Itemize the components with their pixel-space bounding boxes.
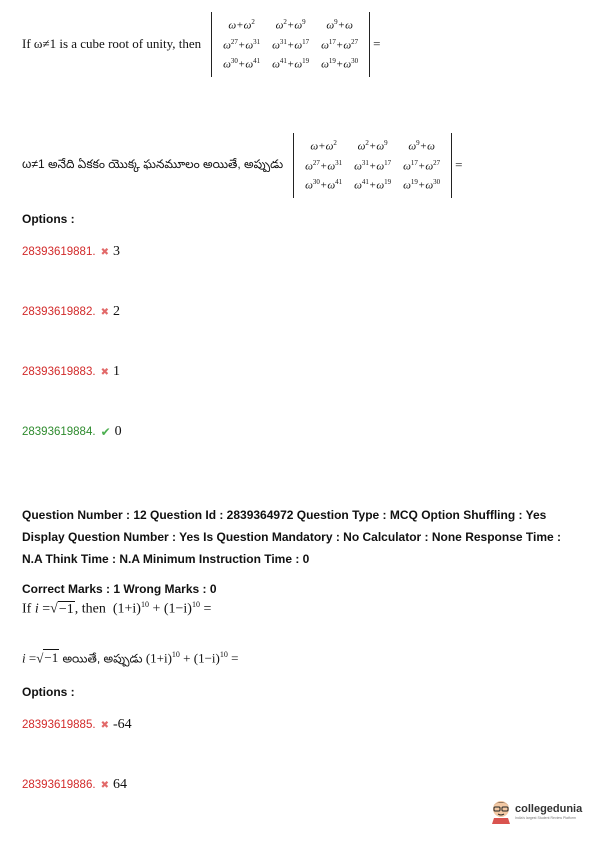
options-label: Options : (22, 685, 75, 699)
determinant-english (211, 12, 370, 77)
expr-a: (1+i) (112, 601, 141, 617)
matrix-cell: $\omega+\omega^2$ (228, 18, 255, 32)
question-12-english: If i =√−1, then $(1+i)^{10} + (1-i)^{10}$ = (22, 600, 212, 617)
sqrt-radicand: −1 (58, 601, 74, 617)
matrix-cell: $\omega^{31}+\omega^{17}$ (354, 158, 392, 173)
matrix-row (217, 35, 364, 55)
cross-icon: ✖ (100, 719, 109, 731)
matrix-cell: $\omega^{17}+\omega^{27}$ (321, 37, 359, 52)
matrix-cell: $\omega^{41}+\omega^{19}$ (272, 57, 310, 71)
matrix-row (299, 136, 446, 156)
matrix-cell: $\omega^9+\omega$ (326, 18, 353, 32)
matrix-cell: $\omega^{27}+\omega^{31}$ (223, 37, 261, 52)
option-id: 28393619882. (22, 306, 96, 318)
determinant-matrix (217, 15, 364, 74)
matrix-row (217, 54, 364, 74)
var-i: i (34, 601, 39, 617)
option-1[interactable] (22, 244, 120, 260)
question-12-marks: Correct Marks : 1 Wrong Marks : 0 (22, 582, 217, 596)
matrix-cell: $\omega^{19}+\omega^{30}$ (403, 178, 441, 192)
determinant-telugu (293, 133, 452, 198)
matrix-cell: $\omega^2+\omega^9$ (357, 139, 388, 153)
option-2[interactable] (22, 304, 120, 320)
option-value: -64 (112, 717, 132, 732)
option-value: 0 (114, 424, 122, 439)
option-value: 2 (112, 304, 120, 319)
option-4[interactable] (22, 424, 122, 440)
option-id: 28393619885. (22, 719, 96, 731)
option-2[interactable] (22, 777, 127, 793)
matrix-cell: $\omega^2+\omega^9$ (275, 18, 306, 32)
matrix-cell: $\omega^{30}+\omega^{41}$ (305, 178, 343, 192)
cross-icon: ✖ (100, 779, 109, 791)
matrix-cell: $\omega^{27}+\omega^{31}$ (305, 158, 343, 173)
cross-icon: ✖ (100, 366, 109, 378)
question-11-text: If ω≠1 is a cube root of unity, then (22, 36, 202, 52)
question-12-meta: Question Number : 12 Question Id : 2839364972 Question Type : MCQ Option Shuffling : Yes Display Question Number : Yes Is Question Mandatory : No Calculator : None Response Time : N.A Think Time : N.A Minimum Instruction Time : 0 (22, 508, 561, 566)
sqrt-radicand: −1 (44, 650, 59, 666)
then-word: , then (74, 601, 106, 617)
matrix-cell: $\omega^{30}+\omega^{41}$ (223, 57, 261, 71)
if-word: If (22, 601, 32, 617)
expr-b: (1−i) (163, 601, 192, 617)
option-id: 28393619881. (22, 246, 96, 258)
var-i: i (22, 650, 26, 666)
mascot-icon (490, 798, 512, 824)
option-value: 1 (112, 364, 120, 379)
collegedunia-logo (490, 798, 582, 824)
question-12-telugu: i =√−1 అయితే, అప్పుడు $(1+i)^{10} + (1-i)^{10}$ = (22, 650, 239, 666)
eq: = (42, 601, 51, 617)
option-id: 28393619886. (22, 779, 96, 791)
logo-wordmark: collegedunia (515, 802, 583, 815)
matrix-cell: $\omega^{31}+\omega^{17}$ (272, 37, 310, 52)
option-value: 64 (112, 777, 127, 792)
equals-sign: = (373, 36, 381, 52)
question-11-telugu-text: ω≠1 అనేది ఏకకం యొక్క ఘనమూలం అయితే, అప్పుడు (22, 156, 284, 171)
matrix-cell: $\omega+\omega^2$ (310, 139, 337, 153)
option-3[interactable] (22, 364, 120, 380)
matrix-row (217, 15, 364, 35)
matrix-cell: $\omega^{19}+\omega^{30}$ (321, 57, 359, 71)
option-value: 3 (112, 244, 120, 259)
equals-sign: = (455, 157, 463, 173)
matrix-cell: $\omega^{41}+\omega^{19}$ (354, 178, 392, 192)
option-1[interactable] (22, 717, 132, 733)
logo-tagline: India's largest Student Review Platform (515, 815, 576, 820)
question-11-telugu (22, 133, 462, 198)
then-word-telugu: అయితే, అప్పుడు (62, 651, 143, 666)
determinant-matrix (299, 136, 446, 195)
option-id: 28393619883. (22, 366, 96, 378)
check-icon: ✔ (100, 425, 111, 439)
matrix-cell: $\omega^{17}+\omega^{27}$ (403, 158, 441, 173)
cross-icon: ✖ (100, 246, 109, 258)
matrix-row (299, 175, 446, 195)
options-label: Options : (22, 212, 75, 226)
matrix-row (299, 156, 446, 176)
option-id: 28393619884. (22, 426, 96, 438)
question-11-english (22, 12, 380, 77)
matrix-cell: $\omega^9+\omega$ (408, 139, 435, 153)
cross-icon: ✖ (100, 306, 109, 318)
